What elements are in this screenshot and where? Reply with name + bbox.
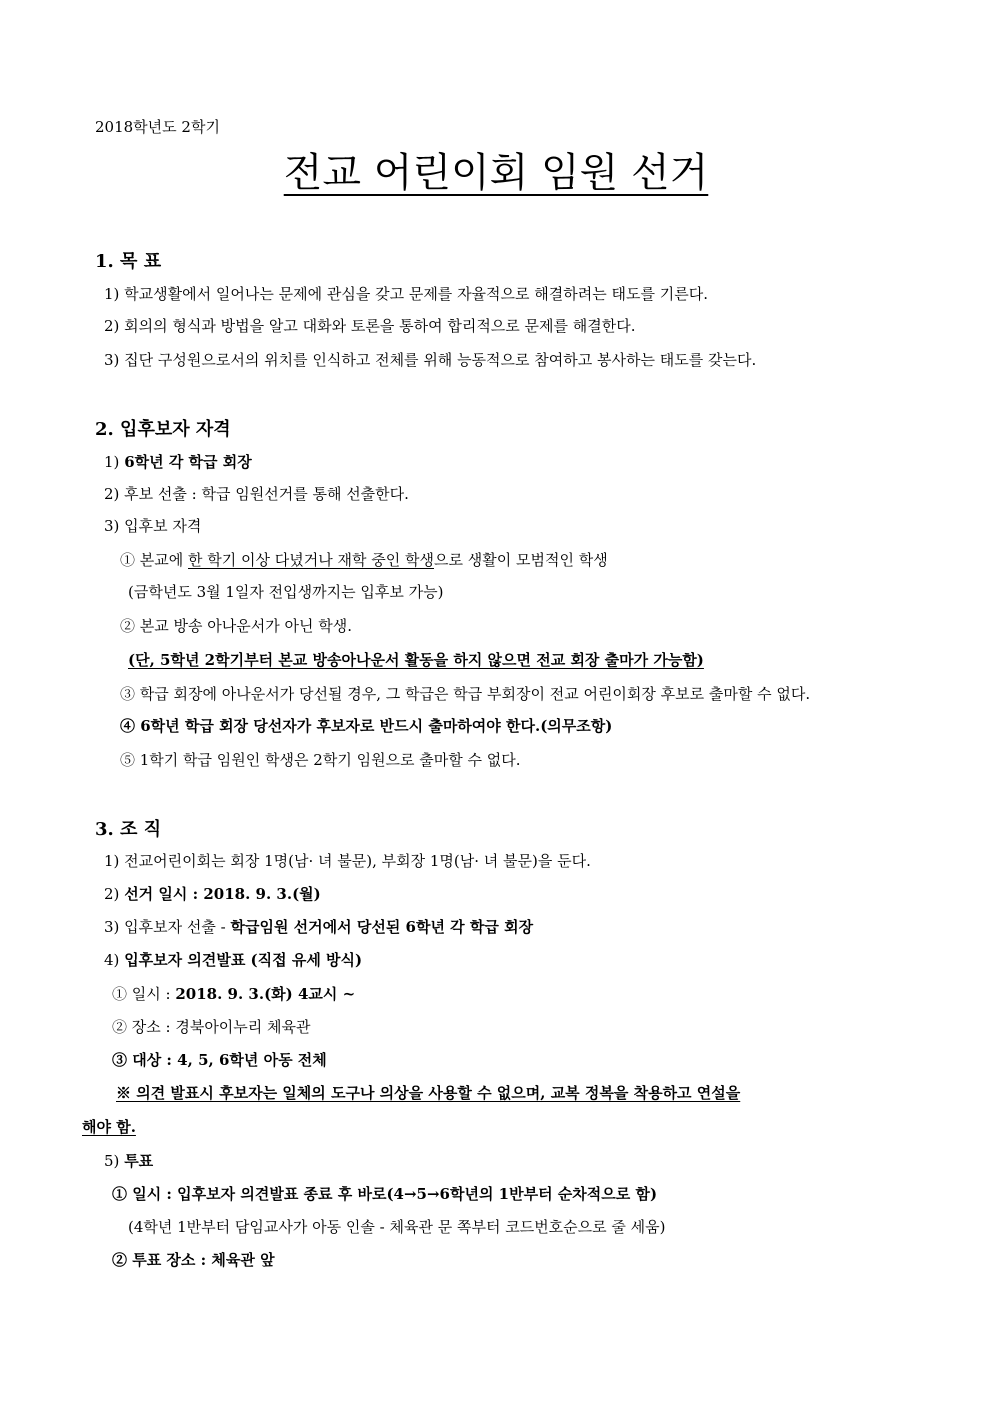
- criterion-5: ⑤ 1학기 학급 임원인 학생은 2학기 임원으로 출마할 수 없다.: [120, 751, 521, 769]
- page-title-text: 전교 어린이회 임원 선거: [283, 150, 709, 196]
- org-item-3-pre: 3) 입후보자 선출 -: [104, 918, 231, 936]
- criterion-2-note: (단, 5학년 2학기부터 본교 방송아나운서 활동을 하지 않으면 전교 회장 출마가 가능함): [128, 651, 704, 669]
- section-heading-goals: 1. 목 표: [95, 251, 162, 272]
- goal-item-1: 1) 학교생활에서 일어나는 문제에 관심을 갖고 문제를 자율적으로 해결하려는 태도를 기른다.: [104, 285, 708, 303]
- criterion-3: ③ 학급 회장에 아나운서가 당선될 경우, 그 학급은 학급 부회장이 전교 어린이회장 후보로 출마할 수 없다.: [120, 685, 811, 703]
- org-item-3: [104, 917, 533, 937]
- criterion-4: ④ 6학년 학급 회장 당선자가 후보자로 반드시 출마하여야 한다.(의무조항): [120, 717, 613, 735]
- org-item-2-text: 선거 일시 : 2018. 9. 3.(월): [124, 885, 321, 903]
- section-heading-organization: 3. 조 직: [95, 819, 162, 840]
- org-item-5: [104, 1151, 153, 1171]
- speech-detail-3: ③ 대상 : 4, 5, 6학년 아동 전체: [112, 1051, 327, 1069]
- term-label: 2018학년도 2학기: [95, 118, 220, 136]
- org-item-5-num: 5): [104, 1152, 120, 1170]
- vote-detail-2: ② 투표 장소 : 체육관 앞: [112, 1251, 275, 1269]
- org-item-3-bold: 학급임원 선거에서 당선된 6학년 각 학급 회장: [230, 918, 534, 936]
- eligibility-item-1: [104, 452, 252, 472]
- org-item-4-text: 입후보자 의견발표 (직접 유세 방식): [124, 951, 363, 969]
- org-item-2-num: 2): [104, 885, 120, 903]
- org-item-1: 1) 전교어린이회는 회장 1명(남· 녀 불문), 부회장 1명(남· 녀 불문)을 둔다.: [104, 852, 591, 870]
- criterion-1-pre: ① 본교에: [120, 551, 189, 569]
- notice-line-1: ※ 의견 발표시 후보자는 일체의 도구나 의상을 사용할 수 없으며, 교복 정복을 착용하고 연설을: [116, 1084, 741, 1102]
- goal-item-3: 3) 집단 구성원으로서의 위치를 인식하고 전체를 위해 능동적으로 참여하고 봉사하는 태도를 갖는다.: [104, 351, 757, 369]
- page-title: [0, 148, 992, 198]
- notice-line-2: 해야 함.: [82, 1118, 136, 1136]
- org-item-4: [104, 950, 362, 970]
- vote-detail-1-note: (4학년 1반부터 담임교사가 아동 인솔 - 체육관 문 쪽부터 코드번호순으로 줄 세움): [128, 1218, 666, 1236]
- criterion-1-underline: 한 학기 이상 다녔거나 재학 중인 학생: [188, 551, 434, 569]
- goal-item-2: 2) 회의의 형식과 방법을 알고 대화와 토론을 통하여 합리적으로 문제를 해결한다.: [104, 317, 636, 335]
- criterion-1-note: (금학년도 3월 1일자 전입생까지는 입후보 가능): [128, 583, 444, 601]
- criterion-2: ② 본교 방송 아나운서가 아닌 학생.: [120, 617, 352, 635]
- eligibility-item-1-text: 6학년 각 학급 회장: [124, 453, 252, 471]
- vote-detail-1: ① 일시 : 입후보자 의견발표 종료 후 바로(4→5→6학년의 1반부터 순차적으로 함): [112, 1185, 658, 1203]
- eligibility-item-3: 3) 입후보 자격: [104, 517, 202, 535]
- org-item-5-text: 투표: [124, 1152, 154, 1170]
- speech-detail-1-bold: 2018. 9. 3.(화) 4교시 ~: [175, 985, 356, 1003]
- eligibility-item-1-num: 1): [104, 453, 120, 471]
- criterion-1: [120, 550, 608, 570]
- criterion-1-post: 으로 생활이 모범적인 학생: [433, 551, 608, 569]
- speech-detail-1-pre: ① 일시 :: [112, 985, 176, 1003]
- speech-detail-2: ② 장소 : 경북아이누리 체육관: [112, 1018, 311, 1036]
- eligibility-item-2: 2) 후보 선출 : 학급 임원선거를 통해 선출한다.: [104, 485, 409, 503]
- org-item-4-num: 4): [104, 951, 120, 969]
- org-item-2: [104, 884, 321, 904]
- section-heading-eligibility: 2. 입후보자 자격: [95, 419, 231, 440]
- speech-detail-1: [112, 984, 355, 1004]
